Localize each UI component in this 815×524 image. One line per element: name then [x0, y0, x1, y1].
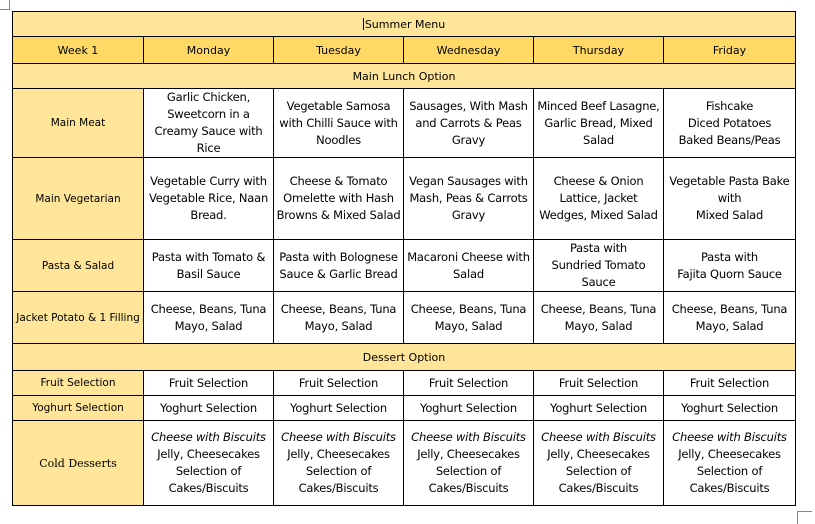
- cold-dessert-rest: Jelly, Cheesecakes Selection of Cakes/Biscuits: [678, 447, 781, 495]
- menu-cell: Cheese & Tomato Omelette with Hash Browns & Mixed Salad: [274, 158, 404, 240]
- menu-cell: [144, 421, 274, 506]
- menu-cell: Cheese, Beans, Tuna Mayo, Salad: [144, 292, 274, 344]
- row-label-yoghurt-selection: Yoghurt Selection: [13, 396, 144, 421]
- menu-cell: Cheese & Onion Lattice, Jacket Wedges, Mixed Salad: [534, 158, 664, 240]
- menu-cell: Pasta with Fajita Quorn Sauce: [664, 240, 796, 292]
- document-corner-marker: [0, 0, 10, 10]
- menu-cell: Minced Beef Lasagne, Garlic Bread, Mixed Salad: [534, 89, 664, 158]
- menu-cell: Fruit Selection: [274, 371, 404, 396]
- section-row-main: [13, 64, 796, 89]
- cold-dessert-first-line: Cheese with Biscuits: [281, 430, 396, 444]
- menu-cell: [534, 421, 664, 506]
- cold-dessert-rest: Jelly, Cheesecakes Selection of Cakes/Biscuits: [287, 447, 390, 495]
- day-header-wednesday: Wednesday: [404, 37, 534, 64]
- row-label-main-vegetarian: Main Vegetarian: [13, 158, 144, 240]
- menu-cell: Fruit Selection: [144, 371, 274, 396]
- row-label-pasta-salad: Pasta & Salad: [13, 240, 144, 292]
- menu-cell: Vegetable Samosa with Chilli Sauce with Noodles: [274, 89, 404, 158]
- menu-cell: Cheese, Beans, Tuna Mayo, Salad: [534, 292, 664, 344]
- menu-cell: Pasta with Sundried Tomato Sauce: [534, 240, 664, 292]
- cold-dessert-rest: Jelly, Cheesecakes Selection of Cakes/Biscuits: [417, 447, 520, 495]
- section-dessert: Dessert Option: [13, 344, 796, 371]
- menu-cell: Vegetable Pasta Bake with Mixed Salad: [664, 158, 796, 240]
- row-label-jacket-potato: Jacket Potato & 1 Filling: [13, 292, 144, 344]
- menu-cell: Yoghurt Selection: [534, 396, 664, 421]
- table-row: [13, 292, 796, 344]
- menu-cell: Cheese, Beans, Tuna Mayo, Salad: [404, 292, 534, 344]
- week-label: Week 1: [13, 37, 144, 64]
- menu-cell: Sausages, With Mash and Carrots & Peas Gravy: [404, 89, 534, 158]
- menu-cell: Cheese, Beans, Tuna Mayo, Salad: [664, 292, 796, 344]
- menu-cell: Macaroni Cheese with Salad: [404, 240, 534, 292]
- menu-cell: Fruit Selection: [664, 371, 796, 396]
- cold-dessert-first-line: Cheese with Biscuits: [411, 430, 526, 444]
- document-corner-marker-bottom: [797, 511, 812, 524]
- cold-dessert-first-line: Cheese with Biscuits: [672, 430, 787, 444]
- menu-cell: Vegetable Curry with Vegetable Rice, Naan Bread.: [144, 158, 274, 240]
- cold-dessert-first-line: Cheese with Biscuits: [541, 430, 656, 444]
- day-header-tuesday: Tuesday: [274, 37, 404, 64]
- menu-title: Summer Menu: [364, 17, 446, 31]
- cold-dessert-rest: Jelly, Cheesecakes Selection of Cakes/Biscuits: [157, 447, 260, 495]
- menu-cell: Yoghurt Selection: [274, 396, 404, 421]
- menu-cell: [404, 421, 534, 506]
- menu-cell: Yoghurt Selection: [664, 396, 796, 421]
- row-label-cold-desserts: Cold Desserts: [13, 421, 144, 506]
- cold-dessert-rest: Jelly, Cheesecakes Selection of Cakes/Biscuits: [547, 447, 650, 495]
- section-main-lunch: Main Lunch Option: [13, 64, 796, 89]
- summer-menu-table: [12, 11, 796, 506]
- row-label-fruit-selection: Fruit Selection: [13, 371, 144, 396]
- menu-cell: Vegan Sausages with Mash, Peas & Carrots Gravy: [404, 158, 534, 240]
- menu-cell: Fishcake Diced Potatoes Baked Beans/Peas: [664, 89, 796, 158]
- row-label-main-meat: Main Meat: [13, 89, 144, 158]
- cold-dessert-first-line: Cheese with Biscuits: [151, 430, 266, 444]
- day-header-friday: Friday: [664, 37, 796, 64]
- day-header-monday: Monday: [144, 37, 274, 64]
- menu-cell: [274, 421, 404, 506]
- menu-cell: Yoghurt Selection: [144, 396, 274, 421]
- day-header-thursday: Thursday: [534, 37, 664, 64]
- table-row: [13, 421, 796, 506]
- menu-cell: Yoghurt Selection: [404, 396, 534, 421]
- menu-cell: Fruit Selection: [534, 371, 664, 396]
- table-row: [13, 89, 796, 158]
- table-row: [13, 371, 796, 396]
- menu-cell: Fruit Selection: [404, 371, 534, 396]
- menu-cell: [664, 421, 796, 506]
- menu-title-cell[interactable]: [13, 12, 796, 37]
- table-row: [13, 396, 796, 421]
- table-row: [13, 158, 796, 240]
- header-row: [13, 37, 796, 64]
- menu-cell: Pasta with Bolognese Sauce & Garlic Bread: [274, 240, 404, 292]
- text-cursor: [363, 18, 364, 30]
- menu-cell: Cheese, Beans, Tuna Mayo, Salad: [274, 292, 404, 344]
- menu-cell: Pasta with Tomato & Basil Sauce: [144, 240, 274, 292]
- section-row-dessert: [13, 344, 796, 371]
- title-row: [13, 12, 796, 37]
- menu-cell: Garlic Chicken, Sweetcorn in a Creamy Sauce with Rice: [144, 89, 274, 158]
- table-row: [13, 240, 796, 292]
